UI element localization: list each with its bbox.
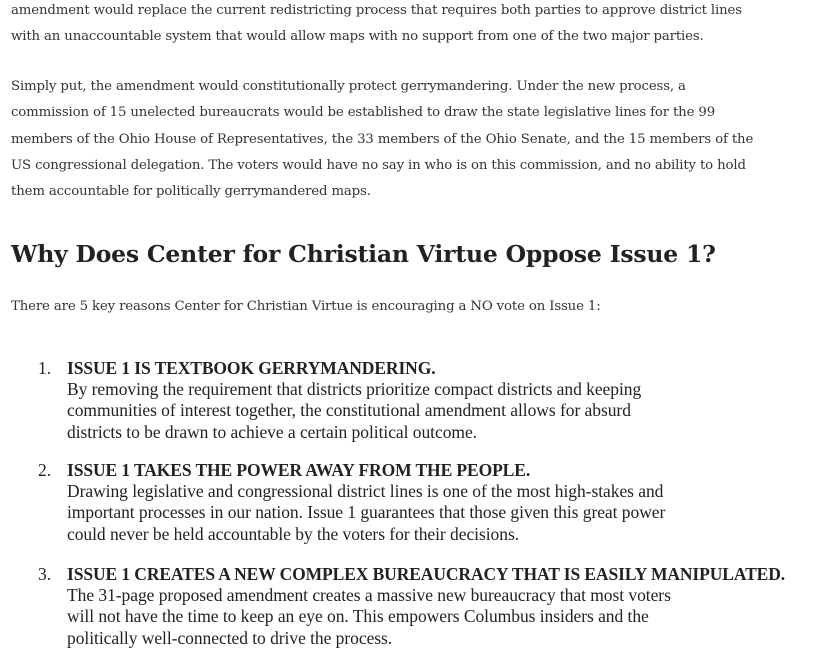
- list-number: 2.: [38, 460, 52, 480]
- body-paragraph-simply-put: [11, 74, 801, 205]
- reason-line: politically well-connected to drive the process.: [67, 627, 393, 648]
- intro-paragraph: There are 5 key reasons Center for Christian Virtue is encouraging a NO vote on Issue 1:: [11, 299, 601, 314]
- reason-body: [67, 481, 818, 545]
- reason-line: important processes in our nation. Issue 1 guarantees that those given this great power: [67, 502, 666, 523]
- reason-line: will not have the time to keep an eye on. This empowers Columbus insiders and the: [67, 606, 649, 627]
- paragraph-line: members of the Ohio House of Representatives, the 33 members of the Ohio Senate, and the 15 members of the: [11, 131, 754, 147]
- section-heading: Why Does Center for Christian Virtue Oppose Issue 1?: [11, 240, 716, 268]
- reason-line: districts to be drawn to achieve a certain political outcome.: [67, 421, 477, 442]
- paragraph-line: them accountable for politically gerrymandered maps.: [11, 184, 371, 200]
- paragraph-line: with an unaccountable system that would allow maps with no support from one of the two major parties.: [11, 29, 704, 45]
- body-paragraph-amendment-replaces-process: [11, 0, 801, 51]
- reason-title: ISSUE 1 TAKES THE POWER AWAY FROM THE PEOPLE.: [67, 460, 531, 480]
- paragraph-line: Simply put, the amendment would constitutionally protect gerrymandering. Under the new process, a: [11, 79, 686, 94]
- reason-line: By removing the requirement that districts prioritize compact districts and keeping: [67, 379, 642, 399]
- reason-line: Drawing legislative and congressional district lines is one of the most high-stakes and: [67, 481, 664, 501]
- reason-line: communities of interest together, the constitutional amendment allows for absurd: [67, 400, 631, 421]
- reason-line: could never be held accountable by the voters for their decisions.: [67, 523, 520, 544]
- reason-body: [67, 379, 818, 443]
- reason-line: The 31-page proposed amendment creates a massive new bureaucracy that most voters: [67, 585, 671, 605]
- list-number: 3.: [38, 564, 52, 584]
- reason-item-2: [0, 460, 818, 545]
- reason-body: [67, 585, 818, 649]
- list-number: 1.: [38, 358, 52, 378]
- paragraph-line: amendment would replace the current redistricting process that requires both parties to approve district lines: [11, 3, 742, 18]
- paragraph-line: US congressional delegation. The voters would have no say in who is on this commission, and no ability to hold: [11, 157, 746, 173]
- reason-title: ISSUE 1 CREATES A NEW COMPLEX BUREAUCRACY THAT IS EASILY MANIPULATED.: [67, 564, 786, 584]
- reason-item-1: [0, 358, 818, 443]
- paragraph-line: commission of 15 unelected bureaucrats would be established to draw the state legislative lines for the 99: [11, 105, 716, 121]
- reason-item-3: [0, 564, 818, 649]
- reason-title: ISSUE 1 IS TEXTBOOK GERRYMANDERING.: [67, 358, 436, 378]
